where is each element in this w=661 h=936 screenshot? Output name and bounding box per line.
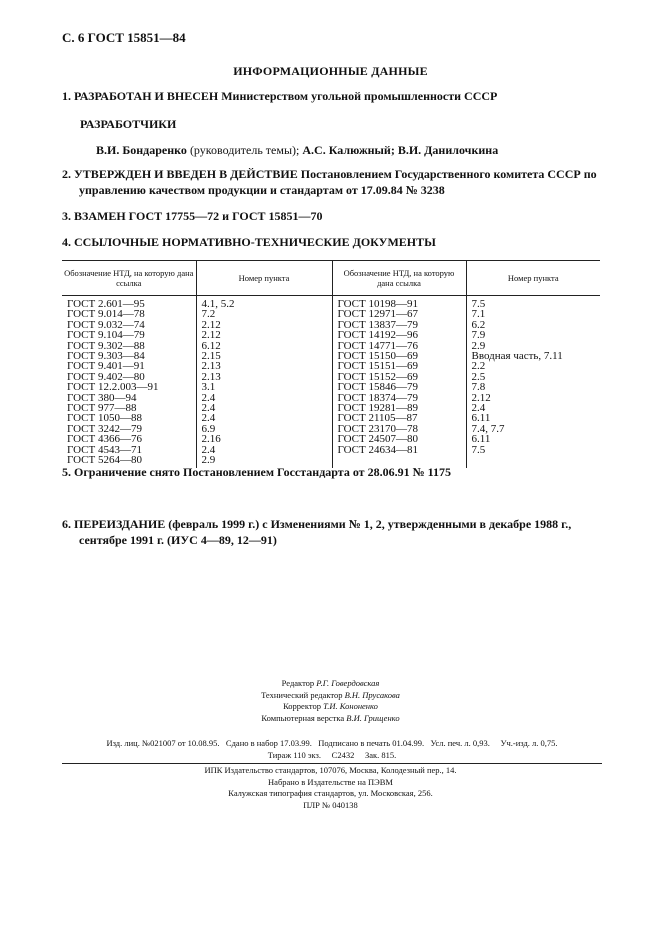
ntd-designation: ГОСТ 15152—69 [332, 372, 466, 382]
clause-number: 2.13 [196, 361, 332, 371]
clause-number: 7.5 [471, 443, 486, 456]
item-2-lead: 2. УТВЕРЖДЕН И ВВЕДЕН В ДЕЙСТВИЕ [62, 167, 298, 181]
item-1-lead: 1. РАЗРАБОТАН И ВНЕСЕН [62, 89, 219, 103]
ntd-designation: ГОСТ 14771—76 [332, 341, 466, 351]
clause-number: 2.9 [196, 455, 332, 467]
clause-number: 7.1 [471, 308, 486, 321]
clause-number: 6.11 [471, 433, 491, 446]
section-title: ИНФОРМАЦИОННЫЕ ДАННЫЕ [233, 64, 428, 78]
ntd-designation: ГОСТ 2.601—95 [62, 296, 196, 310]
ntd-designation: ГОСТ 9.032—74 [62, 320, 196, 330]
developers-heading: РАЗРАБОТЧИКИ [80, 117, 177, 131]
ntd-designation: ГОСТ 9.401—91 [62, 361, 196, 371]
ntd-designation: ГОСТ 21105—87 [332, 413, 466, 423]
clause-number: 6.9 [196, 424, 332, 434]
clause-number: 7.9 [471, 329, 486, 342]
ntd-designation: ГОСТ 9.402—80 [62, 372, 196, 382]
table-row [62, 413, 600, 423]
clause-number: 2.4 [196, 445, 332, 455]
ntd-designation: ГОСТ 15151—69 [332, 361, 466, 371]
ntd-designation: ГОСТ 12.2.003—91 [62, 382, 196, 392]
developers-list [96, 142, 498, 158]
ntd-designation: ГОСТ 13837—79 [332, 320, 466, 330]
credit-name: Р.Г. Говердовская [316, 678, 380, 688]
ntd-designation: ГОСТ 1050—88 [62, 413, 196, 423]
clause-number: 7.2 [196, 309, 332, 319]
table-row [62, 424, 600, 434]
table-row [62, 296, 600, 310]
ntd-designation: ГОСТ 18374—79 [332, 393, 466, 403]
clause-number: 6.2 [471, 318, 486, 331]
item-1 [62, 88, 602, 104]
clause-number: 2.9 [471, 339, 486, 352]
divider [62, 763, 602, 764]
clause-number: 2.4 [196, 403, 332, 413]
credit-layout [0, 713, 661, 725]
ntd-designation: ГОСТ 10198—91 [332, 296, 466, 310]
item-3-lead: 3. ВЗАМЕН [62, 209, 126, 223]
developer-1-role: (руководитель темы); [186, 143, 303, 157]
clause-number: 6.11 [471, 412, 491, 425]
ntd-designation: ГОСТ 12971—67 [332, 309, 466, 319]
clause-number: 2.15 [196, 351, 332, 361]
clause-number: 2.4 [471, 402, 486, 415]
developer-1: В.И. Бондаренко [96, 143, 187, 157]
clause-number: 2.16 [196, 434, 332, 444]
ntd-designation: ГОСТ 19281—89 [332, 403, 466, 413]
references-table-body [62, 296, 600, 468]
ntd-designation: ГОСТ 9.014—78 [62, 309, 196, 319]
ntd-designation: ГОСТ 14192—96 [332, 330, 466, 340]
col-header-ntd-1: Обозначение НТД, на которую дана ссылка [62, 261, 196, 296]
credit-proofreader [0, 701, 661, 713]
credit-role: Редактор [281, 678, 317, 688]
item-3-text: ГОСТ 17755—72 и ГОСТ 15851—70 [125, 209, 323, 223]
col-header-clause-1: Номер пункта [196, 261, 332, 296]
item-4: 4. ССЫЛОЧНЫЕ НОРМАТИВНО-ТЕХНИЧЕСКИЕ ДОКУМЕНТЫ [62, 235, 436, 249]
credit-name: Т.И. Кононенко [323, 701, 378, 711]
item-6: 6. ПЕРЕИЗДАНИЕ (февраль 1999 г.) с Изменениями № 1, 2, утвержденными в декабре 1988 г., сентябре 1991 г. (ИУС 4—89, 12—91) [62, 517, 572, 547]
clause-number: 2.2 [471, 360, 486, 373]
col-header-clause-2: Номер пункта [466, 261, 600, 296]
ntd-designation: ГОСТ 4366—76 [62, 434, 196, 444]
item-1-text: Министерством угольной промышленности СССР [218, 89, 498, 103]
ntd-designation: ГОСТ 15846—79 [332, 382, 466, 392]
publisher-info [0, 765, 661, 811]
imprint-line-1: Изд. лиц. №021007 от 10.08.95. Сдано в набор 17.03.99. Подписано в печать 01.04.99. Усл. печ. л. 0,93. Уч.-изд. л. 0,75. [106, 738, 558, 748]
ntd-designation: ГОСТ 380—94 [62, 393, 196, 403]
table-header-row [62, 261, 600, 296]
credit-role: Корректор [283, 701, 324, 711]
table-row [62, 403, 600, 413]
clause-number: 2.12 [471, 391, 491, 404]
clause-number: 2.12 [196, 320, 332, 330]
ntd-designation: ГОСТ 5264—80 [62, 455, 196, 467]
ntd-designation: ГОСТ 9.302—88 [62, 341, 196, 351]
clause-number: 7.4, 7.7 [471, 422, 505, 435]
clause-number: 2.4 [196, 393, 332, 403]
credits [0, 678, 661, 724]
credit-name: В.И. Грищенко [346, 712, 400, 723]
ntd-designation: ГОСТ 3242—79 [62, 424, 196, 434]
ntd-designation: ГОСТ 977—88 [62, 403, 196, 413]
table-row [62, 393, 600, 403]
credit-role: Технический редактор [261, 689, 345, 700]
publisher-line-4: ПЛР № 040138 [303, 799, 358, 810]
clause-number: 7.5 [471, 298, 486, 310]
col-header-ntd-2: Обозначение НТД, на которую дана ссылка [332, 261, 466, 296]
page-header: С. 6 ГОСТ 15851—84 [62, 30, 186, 45]
ntd-designation: ГОСТ 9.303—84 [62, 351, 196, 361]
table-row [62, 445, 600, 455]
clause-number: 4.1, 5.2 [196, 296, 332, 310]
credit-editor [0, 678, 661, 690]
imprint-line-2: Тираж 110 экз. С2432 Зак. 815. [267, 749, 397, 760]
clause-number: 7.8 [471, 381, 486, 394]
credit-name: В.Н. Прусакова [344, 689, 400, 700]
clause-number: 2.13 [196, 372, 332, 382]
publisher-line-3: Калужская типография стандартов, ул. Московская, 256. [228, 788, 433, 798]
clause-number: Вводная часть, 7.11 [471, 350, 563, 363]
item-2-text: Постановлением Государственного комитета СССР по управлению качеством продукции и стандартам от 17.09.84 № 3238 [79, 167, 597, 197]
publisher-line-2: Набрано в Издательстве на ПЭВМ [268, 776, 393, 787]
ntd-designation: ГОСТ 24634—81 [332, 445, 466, 455]
ntd-designation: ГОСТ 15150—69 [332, 351, 466, 361]
clause-number: 2.5 [471, 370, 486, 383]
ntd-designation: ГОСТ 24507—80 [332, 434, 466, 444]
publisher-line-1: ИПК Издательство стандартов, 107076, Москва, Колодезный пер., 14. [204, 765, 457, 775]
ntd-designation: ГОСТ 4543—71 [62, 445, 196, 455]
ntd-designation: ГОСТ 9.104—79 [62, 330, 196, 340]
ntd-designation: ГОСТ 23170—78 [332, 424, 466, 434]
item-3 [62, 208, 602, 224]
credit-tech-editor [0, 690, 661, 702]
clause-number: 3.1 [196, 382, 332, 392]
developers-others: А.С. Калюжный; В.И. Данилочкина [302, 143, 499, 157]
table-row [62, 382, 600, 392]
imprint [62, 738, 602, 761]
clause-number: 2.4 [196, 413, 332, 423]
references-table [62, 260, 600, 468]
table-row [62, 434, 600, 444]
clause-number: 6.12 [196, 341, 332, 351]
credit-role: Компьютерная верстка [261, 712, 347, 723]
item-5: 5. Ограничение снято Постановлением Госстандарта от 28.06.91 № 1175 [62, 465, 451, 479]
clause-number: 2.12 [196, 330, 332, 340]
item-2 [62, 166, 619, 198]
